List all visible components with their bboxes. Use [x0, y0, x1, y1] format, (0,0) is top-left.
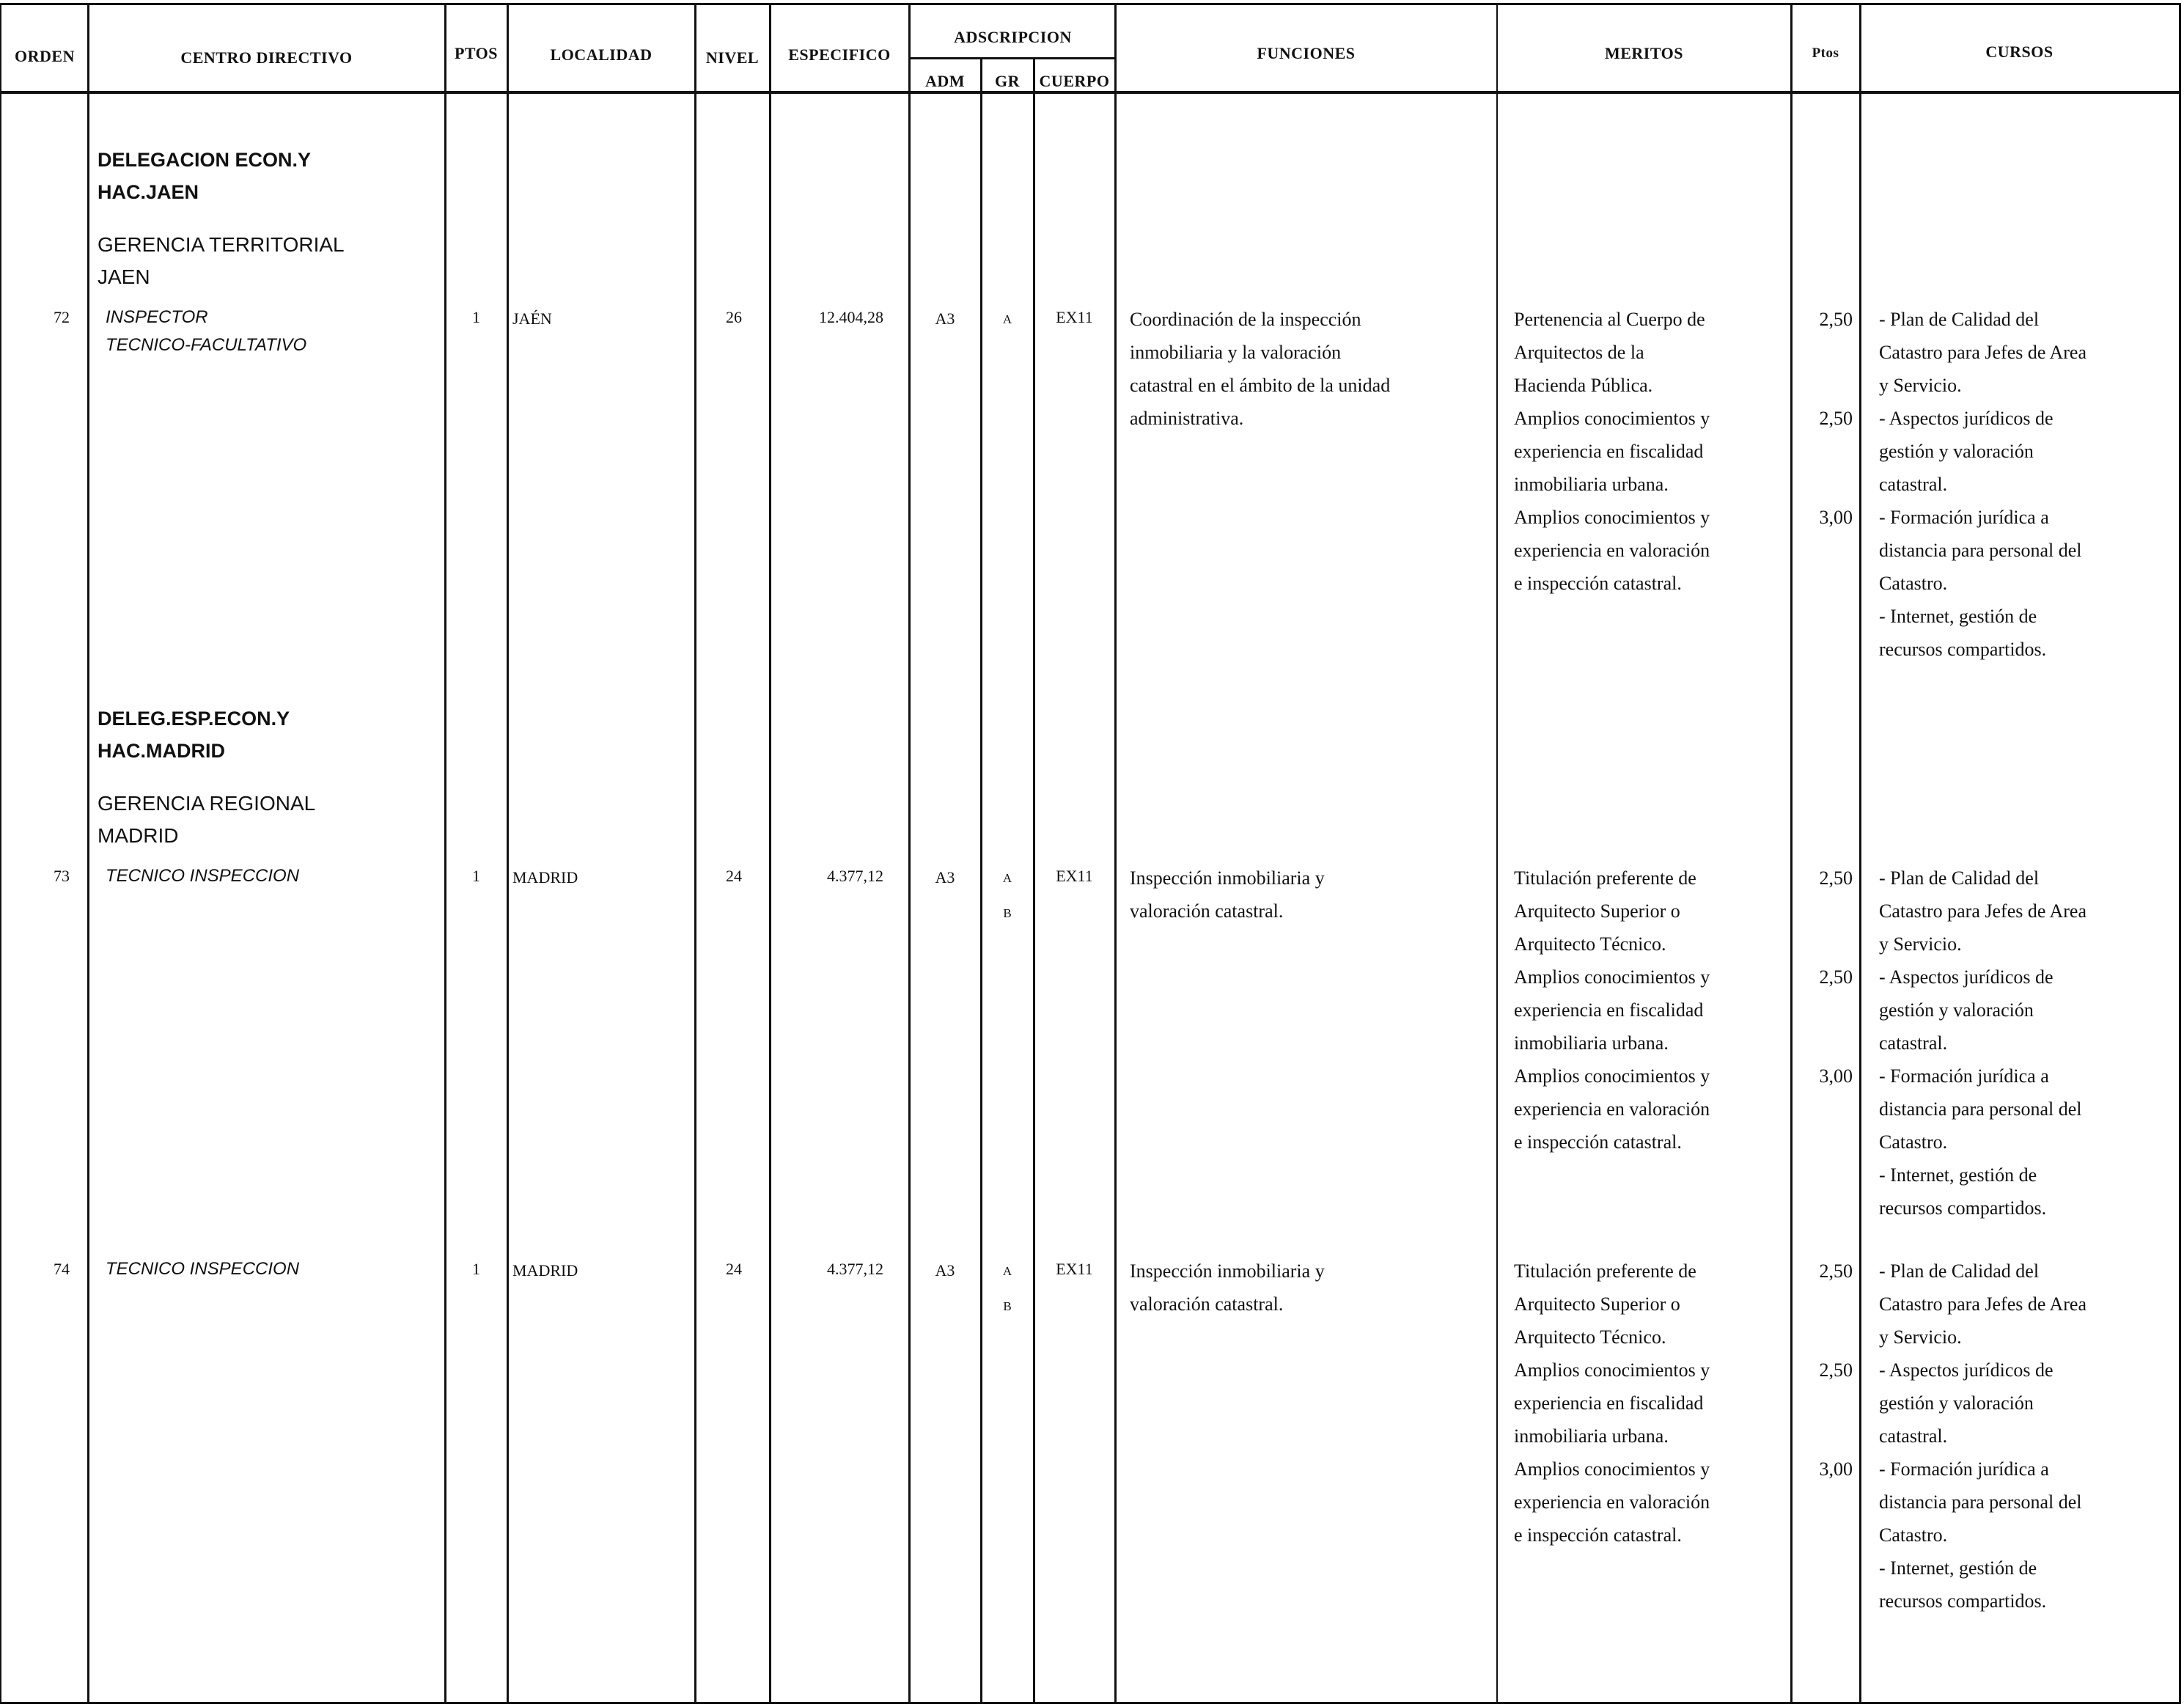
ptos-value — [445, 859, 507, 892]
cursos-text — [1879, 303, 2172, 666]
funciones-text-line: catastral en el ámbito de la unidad — [1130, 375, 1391, 396]
cursos-text-line: Catastro. — [1879, 1524, 1948, 1546]
nivel-value-line: 24 — [726, 867, 742, 885]
cursos-text-line: Catastro. — [1879, 573, 1948, 594]
gr-value-line: A — [1002, 871, 1012, 885]
table-border-top — [0, 3, 2181, 5]
meritos-text-line: Titulación preferente de — [1514, 1260, 1696, 1282]
meritos-ptos-value-line: 2,50 — [1819, 867, 1853, 889]
meritos-text-line: experiencia en valoración — [1514, 1491, 1710, 1513]
col-line — [1859, 4, 1861, 1703]
especifico-value-line: 4.377,12 — [827, 867, 883, 885]
header-funciones: FUNCIONES — [1257, 44, 1356, 62]
col-line — [2179, 4, 2181, 1703]
puesto-name — [106, 1255, 299, 1283]
ptos-value-line: 1 — [472, 308, 480, 326]
meritos-text-line: Pertenencia al Cuerpo de — [1514, 309, 1705, 330]
cursos-text-line: gestión y valoración — [1879, 441, 2034, 462]
especifico-value — [770, 859, 883, 892]
adm-value-line: A3 — [935, 1261, 955, 1280]
sub-unit-name: GERENCIA TERRITORIAL JAEN — [98, 233, 345, 288]
gr-value — [981, 1254, 1034, 1324]
header-localidad: LOCALIDAD — [550, 45, 652, 64]
gr-value — [981, 861, 1034, 931]
meritos-text — [1514, 303, 1785, 600]
cursos-text-line: catastral. — [1879, 1425, 1948, 1447]
cursos-text-line: y Servicio. — [1879, 933, 1962, 955]
funciones-text — [1130, 303, 1489, 435]
puesto-name-line: TECNICO INSPECCION — [106, 866, 300, 886]
meritos-ptos-value-line: 3,00 — [1819, 1458, 1853, 1480]
meritos-text-line: Arquitecto Técnico. — [1514, 933, 1666, 955]
puesto-name — [106, 862, 299, 890]
puesto-name-line: TECNICO INSPECCION — [106, 1259, 300, 1279]
meritos-ptos-value — [1791, 501, 1853, 534]
meritos-ptos-value — [1791, 303, 1853, 336]
cursos-text-line: gestión y valoración — [1879, 999, 2034, 1021]
sub-unit-name: GERENCIA REGIONAL MADRID — [98, 792, 316, 847]
especifico-value — [770, 301, 883, 334]
puesto-name-line: INSPECTOR — [106, 307, 208, 327]
cursos-text-line: Catastro. — [1879, 1131, 1948, 1153]
localidad-value — [512, 1254, 578, 1287]
cursos-text-line: Catastro para Jefes de Area — [1879, 342, 2086, 363]
localidad-value — [512, 861, 578, 894]
col-line — [1114, 4, 1117, 1703]
cursos-text-line: - Plan de Calidad del — [1879, 309, 2040, 330]
ptos-value-line: 1 — [472, 1260, 480, 1278]
cuerpo-value — [1034, 1252, 1115, 1285]
gr-value-line: B — [1003, 1299, 1012, 1313]
meritos-ptos-value — [1791, 862, 1853, 895]
meritos-text-line: inmobiliaria urbana. — [1514, 1032, 1669, 1054]
cursos-text-line: - Internet, gestión de — [1879, 1164, 2037, 1186]
meritos-text-line: experiencia en valoración — [1514, 1098, 1710, 1120]
meritos-ptos-value-line: 2,50 — [1819, 309, 1853, 330]
meritos-text-line: e inspección catastral. — [1514, 1131, 1682, 1153]
puesto-name-line: TECNICO-FACULTATIVO — [106, 335, 307, 355]
header-cursos: CURSOS — [1985, 43, 2054, 61]
cursos-text — [1879, 1255, 2172, 1618]
cursos-text-line: Catastro para Jefes de Area — [1879, 1293, 2086, 1315]
funciones-text-line: inmobiliaria y la valoración — [1130, 342, 1342, 363]
meritos-ptos-value-line: 2,50 — [1819, 1359, 1853, 1381]
table-border-bottom — [0, 1702, 2181, 1704]
cursos-text-line: - Aspectos jurídicos de — [1879, 408, 2054, 429]
orden-value-line: 72 — [54, 308, 70, 326]
meritos-ptos-value — [1791, 402, 1853, 435]
especifico-value-line: 4.377,12 — [827, 1260, 883, 1278]
meritos-text-line: Arquitecto Superior o — [1514, 900, 1680, 922]
header-cuerpo: CUERPO — [1039, 72, 1110, 90]
cursos-text-line: gestión y valoración — [1879, 1392, 2034, 1414]
col-line — [1790, 4, 1793, 1703]
col-line — [908, 4, 911, 1703]
meritos-text-line: e inspección catastral. — [1514, 1524, 1682, 1546]
cuerpo-value-line: EX11 — [1056, 867, 1093, 885]
nivel-value — [696, 859, 742, 892]
meritos-text-line: Amplios conocimientos y — [1514, 507, 1710, 528]
col-line — [694, 4, 696, 1703]
cursos-text-line: distancia para personal del — [1879, 1098, 2082, 1120]
meritos-ptos-value-line: 3,00 — [1819, 507, 1853, 528]
localidad-value-line: JAÉN — [512, 309, 552, 328]
funciones-text-line: Coordinación de la inspección — [1130, 309, 1361, 330]
nivel-value-line: 26 — [726, 308, 742, 326]
header-ptos-meritos: Ptos — [1812, 45, 1839, 61]
cursos-text-line: catastral. — [1879, 1032, 1948, 1054]
cursos-text-line: - Plan de Calidad del — [1879, 1260, 2040, 1282]
header-orden: ORDEN — [15, 47, 75, 65]
adm-value-line: A3 — [935, 868, 955, 886]
meritos-text-line: Amplios conocimientos y — [1514, 1458, 1710, 1480]
orden-value-line: 74 — [54, 1260, 70, 1278]
orden-value — [15, 1252, 70, 1285]
ptos-value — [445, 301, 507, 334]
puesto-name — [106, 304, 306, 359]
meritos-text-line: Arquitecto Superior o — [1514, 1293, 1680, 1315]
cursos-text-line: y Servicio. — [1879, 375, 1962, 396]
cursos-text-line: - Formación jurídica a — [1879, 1065, 2049, 1087]
localidad-value — [512, 302, 552, 335]
meritos-ptos-value — [1791, 1354, 1853, 1387]
meritos-text-line: experiencia en fiscalidad — [1514, 999, 1704, 1021]
meritos-text-line: inmobiliaria urbana. — [1514, 474, 1669, 495]
meritos-text-line: Arquitectos de la — [1514, 342, 1644, 363]
nivel-value — [696, 1252, 742, 1285]
ptos-value — [445, 1252, 507, 1285]
adscripcion-divider — [909, 57, 1117, 59]
localidad-value-line: MADRID — [512, 868, 578, 886]
cuerpo-value — [1034, 301, 1115, 334]
meritos-text-line: inmobiliaria urbana. — [1514, 1425, 1669, 1447]
meritos-text-line: Arquitecto Técnico. — [1514, 1326, 1666, 1348]
col-line — [507, 4, 509, 1703]
orden-value — [15, 301, 70, 334]
meritos-text-line: Amplios conocimientos y — [1514, 1359, 1710, 1381]
gr-value-line: A — [1002, 1264, 1012, 1278]
orden-value — [15, 859, 70, 892]
funciones-text-line: administrativa. — [1130, 408, 1244, 429]
cursos-text-line: catastral. — [1879, 474, 1948, 495]
col-line — [0, 4, 1, 1703]
meritos-ptos-value-line: 2,50 — [1819, 408, 1853, 429]
header-divider — [0, 91, 2181, 94]
gr-value — [981, 302, 1034, 337]
nivel-value — [696, 301, 742, 334]
meritos-text-line: experiencia en fiscalidad — [1514, 441, 1704, 462]
cursos-text-line: y Servicio. — [1879, 1326, 1962, 1348]
meritos-text-line: e inspección catastral. — [1514, 573, 1682, 594]
col-line — [444, 4, 446, 1703]
header-meritos: MERITOS — [1604, 44, 1683, 62]
funciones-text-line: valoración catastral. — [1130, 1293, 1284, 1315]
meritos-ptos-value — [1791, 1453, 1853, 1486]
header-adscripcion: ADSCRIPCION — [954, 28, 1072, 46]
meritos-text-line: Hacienda Pública. — [1514, 375, 1653, 396]
adm-value — [909, 302, 981, 335]
col-line — [769, 4, 771, 1703]
organization-name: DELEG.ESP.ECON.Y HAC.MADRID — [98, 708, 290, 762]
cursos-text-line: recursos compartidos. — [1879, 1197, 2047, 1219]
cursos-text-line: Catastro para Jefes de Area — [1879, 900, 2086, 922]
funciones-text — [1130, 862, 1489, 928]
meritos-text-line: Titulación preferente de — [1514, 867, 1696, 889]
meritos-text-line: Amplios conocimientos y — [1514, 966, 1710, 988]
meritos-ptos-value — [1791, 1060, 1853, 1093]
orden-value-line: 73 — [54, 867, 70, 885]
cursos-text-line: - Formación jurídica a — [1879, 507, 2049, 528]
cursos-text-line: - Plan de Calidad del — [1879, 867, 2040, 889]
organization-name: DELEGACION ECON.Y HAC.JAEN — [98, 149, 312, 203]
cursos-text-line: - Aspectos jurídicos de — [1879, 966, 2054, 988]
ptos-value-line: 1 — [472, 867, 480, 885]
funciones-text — [1130, 1255, 1489, 1321]
gr-value-line: B — [1003, 906, 1012, 920]
header-centro-directivo: CENTRO DIRECTIVO — [180, 48, 353, 67]
meritos-text-line: experiencia en valoración — [1514, 540, 1710, 561]
meritos-ptos-value — [1791, 961, 1853, 994]
header-especifico: ESPECIFICO — [788, 45, 891, 64]
meritos-text — [1514, 862, 1785, 1159]
meritos-text-line: Amplios conocimientos y — [1514, 1065, 1710, 1087]
cursos-text-line: - Internet, gestión de — [1879, 606, 2037, 627]
adm-value-line: A3 — [935, 309, 955, 328]
meritos-ptos-value-line: 3,00 — [1819, 1065, 1853, 1087]
cursos-text-line: recursos compartidos. — [1879, 639, 2047, 660]
especifico-value-line: 12.404,28 — [819, 308, 883, 326]
funciones-text-line: Inspección inmobiliaria y — [1130, 1260, 1325, 1282]
funciones-text-line: valoración catastral. — [1130, 900, 1284, 922]
col-line — [1496, 4, 1498, 1703]
cursos-text-line: recursos compartidos. — [1879, 1590, 2047, 1612]
cuerpo-value-line: EX11 — [1056, 308, 1093, 326]
header-gr: GR — [995, 72, 1020, 90]
section-madrid — [98, 702, 315, 852]
meritos-ptos-value-line: 2,50 — [1819, 1260, 1853, 1282]
adm-value — [909, 1254, 981, 1287]
meritos-text — [1514, 1255, 1785, 1552]
cursos-text-line: - Internet, gestión de — [1879, 1557, 2037, 1579]
cursos-text-line: distancia para personal del — [1879, 540, 2082, 561]
section-jaen — [98, 144, 345, 293]
header-nivel: NIVEL — [705, 48, 760, 67]
gr-value-line: A — [1002, 312, 1012, 326]
meritos-text-line: experiencia en fiscalidad — [1514, 1392, 1704, 1414]
funciones-text-line: Inspección inmobiliaria y — [1130, 867, 1325, 889]
header-adm: ADM — [924, 72, 966, 90]
cursos-text-line: distancia para personal del — [1879, 1491, 2082, 1513]
header-ptos: PTOS — [454, 44, 499, 62]
cuerpo-value — [1034, 859, 1115, 892]
especifico-value — [770, 1252, 883, 1285]
localidad-value-line: MADRID — [512, 1261, 578, 1280]
col-line — [87, 4, 89, 1703]
cuerpo-value-line: EX11 — [1056, 1260, 1093, 1278]
meritos-text-line: Amplios conocimientos y — [1514, 408, 1710, 429]
meritos-ptos-value-line: 2,50 — [1819, 966, 1853, 988]
adm-value — [909, 861, 981, 894]
cursos-text-line: - Aspectos jurídicos de — [1879, 1359, 2054, 1381]
nivel-value-line: 24 — [726, 1260, 742, 1278]
cursos-text-line: - Formación jurídica a — [1879, 1458, 2049, 1480]
meritos-ptos-value — [1791, 1255, 1853, 1288]
cursos-text — [1879, 862, 2172, 1225]
